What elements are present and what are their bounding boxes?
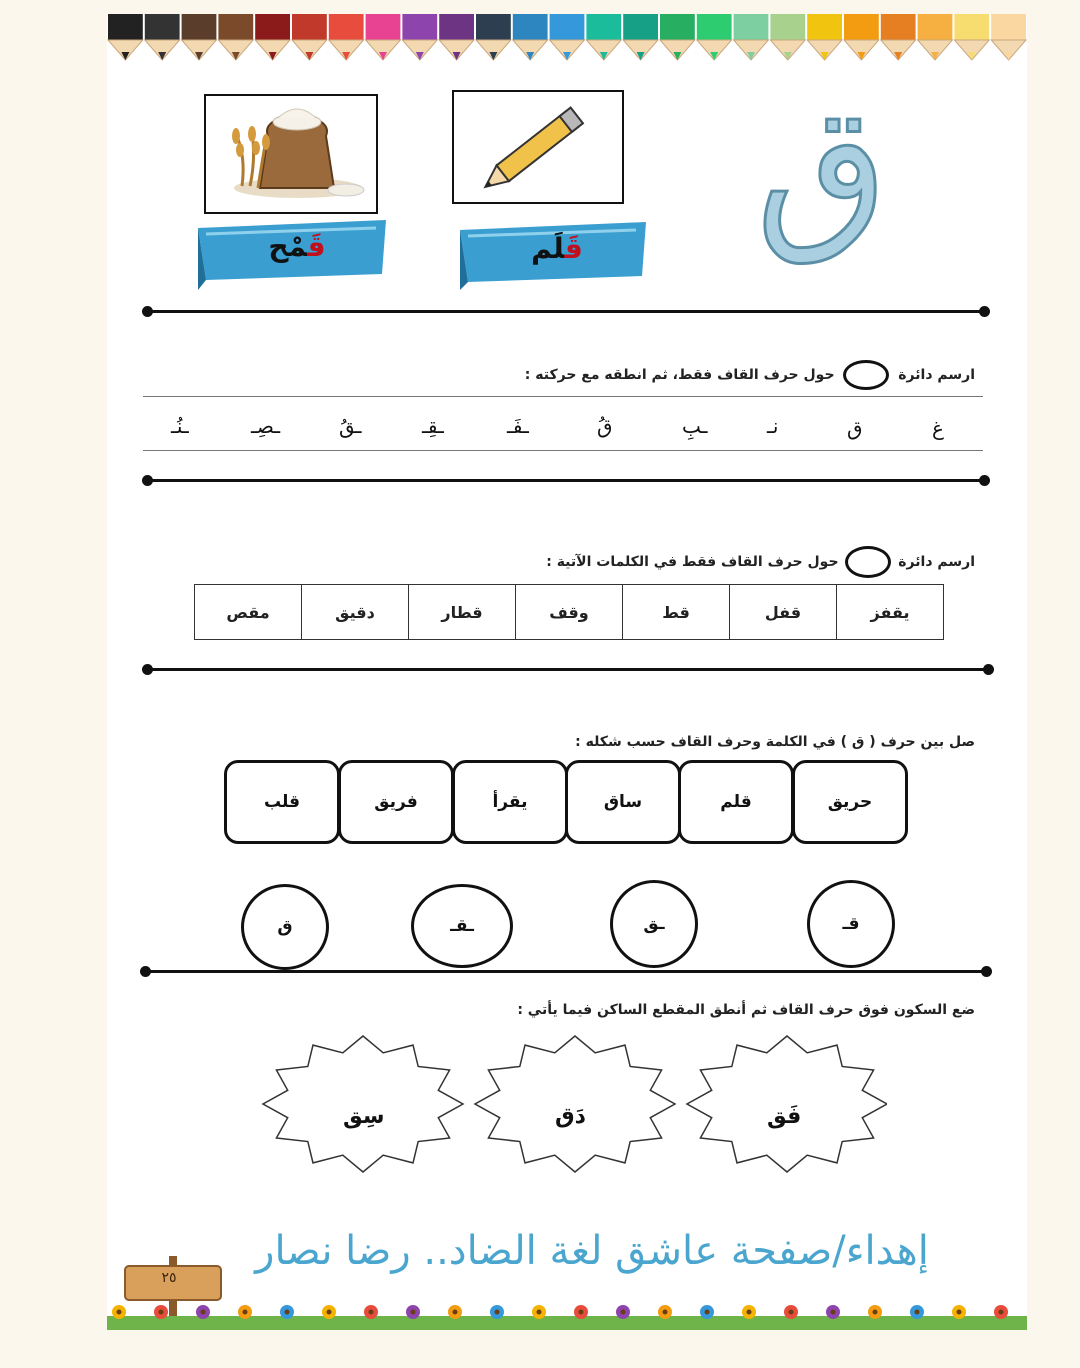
instruction-around-qaf: حول حرف القاف فقط، ثم انطقه مع حركته : [524,367,835,383]
divider-line [147,310,985,313]
syllable-text[interactable]: دَق [555,1104,586,1129]
letter-form-circle[interactable]: ـقـ [411,884,513,968]
word-box[interactable]: حريق [792,760,908,844]
letter-item[interactable]: قُ [597,414,613,438]
wheat-picture-box [204,94,378,214]
word-cell[interactable]: يقفز [837,585,944,640]
letter-form-circle[interactable]: قـ [807,880,895,968]
word-cell[interactable]: قط [623,585,730,640]
instruction-words: حول حرف القاف فقط في الكلمات الآتية : [546,554,839,570]
divider-line [145,970,987,973]
word-cell[interactable]: قفل [730,585,837,640]
section2-instruction [546,546,975,578]
page-number: ٢٥ [161,1270,177,1286]
circle-icon [843,360,889,390]
row-bottom-line [143,450,983,451]
word-qamh-rest: مْح [268,230,308,263]
word-qalam-qaf: قَ [564,232,583,265]
wheat-sack-icon [206,96,376,212]
instruction-draw-circle: ارسم دائرة [898,367,975,383]
word-qalam [502,232,612,265]
letter-form-circle[interactable]: ق [241,884,329,970]
divider-line [147,479,985,482]
word-cell[interactable]: وقف [516,585,623,640]
section4-instruction: ضع السكون فوق حرف القاف ثم أنطق المقطع الساكن فيما يأتي : [517,1002,975,1018]
letter-item[interactable]: ـقُ [339,414,362,438]
dedication-text: إهداء/صفحة عاشق لغة الضاد.. رضا نصار [255,1228,929,1274]
word-box[interactable]: فريق [338,760,454,844]
letter-item[interactable]: ـصِـ [251,414,281,438]
word-box[interactable]: قلب [224,760,340,844]
section3-instruction: صل بين حرف ( ق ) في الكلمة وحرف القاف حسب شكله : [575,734,975,750]
letter-form-circle[interactable]: ـق [610,880,698,968]
word-cell[interactable]: قطار [409,585,516,640]
word-cell[interactable]: دقيق [302,585,409,640]
letter-item[interactable]: ق [847,416,863,440]
circle-icon [845,546,891,578]
words-table [194,584,944,640]
word-qalam-rest: لَم [531,232,565,265]
syllable-text[interactable]: فَق [767,1104,802,1129]
word-box[interactable]: ساق [565,760,681,844]
pencil-picture-box [452,90,624,204]
pencil-icon [454,92,622,202]
syllable-text[interactable]: سِق [343,1104,385,1129]
letter-item[interactable]: ـنُـ [171,414,189,438]
word-cell[interactable]: مقص [195,585,302,640]
row-top-line [143,396,983,397]
word-qamh-qaf: قَ [307,230,326,263]
flower-border [107,1294,1027,1330]
word-box[interactable]: يقرأ [452,760,568,844]
word-qamh [242,230,352,263]
letter-item[interactable]: نـ [767,414,779,438]
letter-item[interactable]: ـقِـ [422,414,444,438]
big-letter-qaf: ق [756,70,888,268]
word-box[interactable]: قلم [678,760,794,844]
letter-item[interactable]: ـبِ [682,414,708,438]
letter-item[interactable]: غ [932,416,944,440]
instruction-draw-circle: ارسم دائرة [898,554,975,570]
worksheet-page [107,14,1027,1330]
section1-instruction [525,360,975,390]
divider-line [147,668,989,671]
letter-item[interactable]: ـفَـ [507,414,529,438]
